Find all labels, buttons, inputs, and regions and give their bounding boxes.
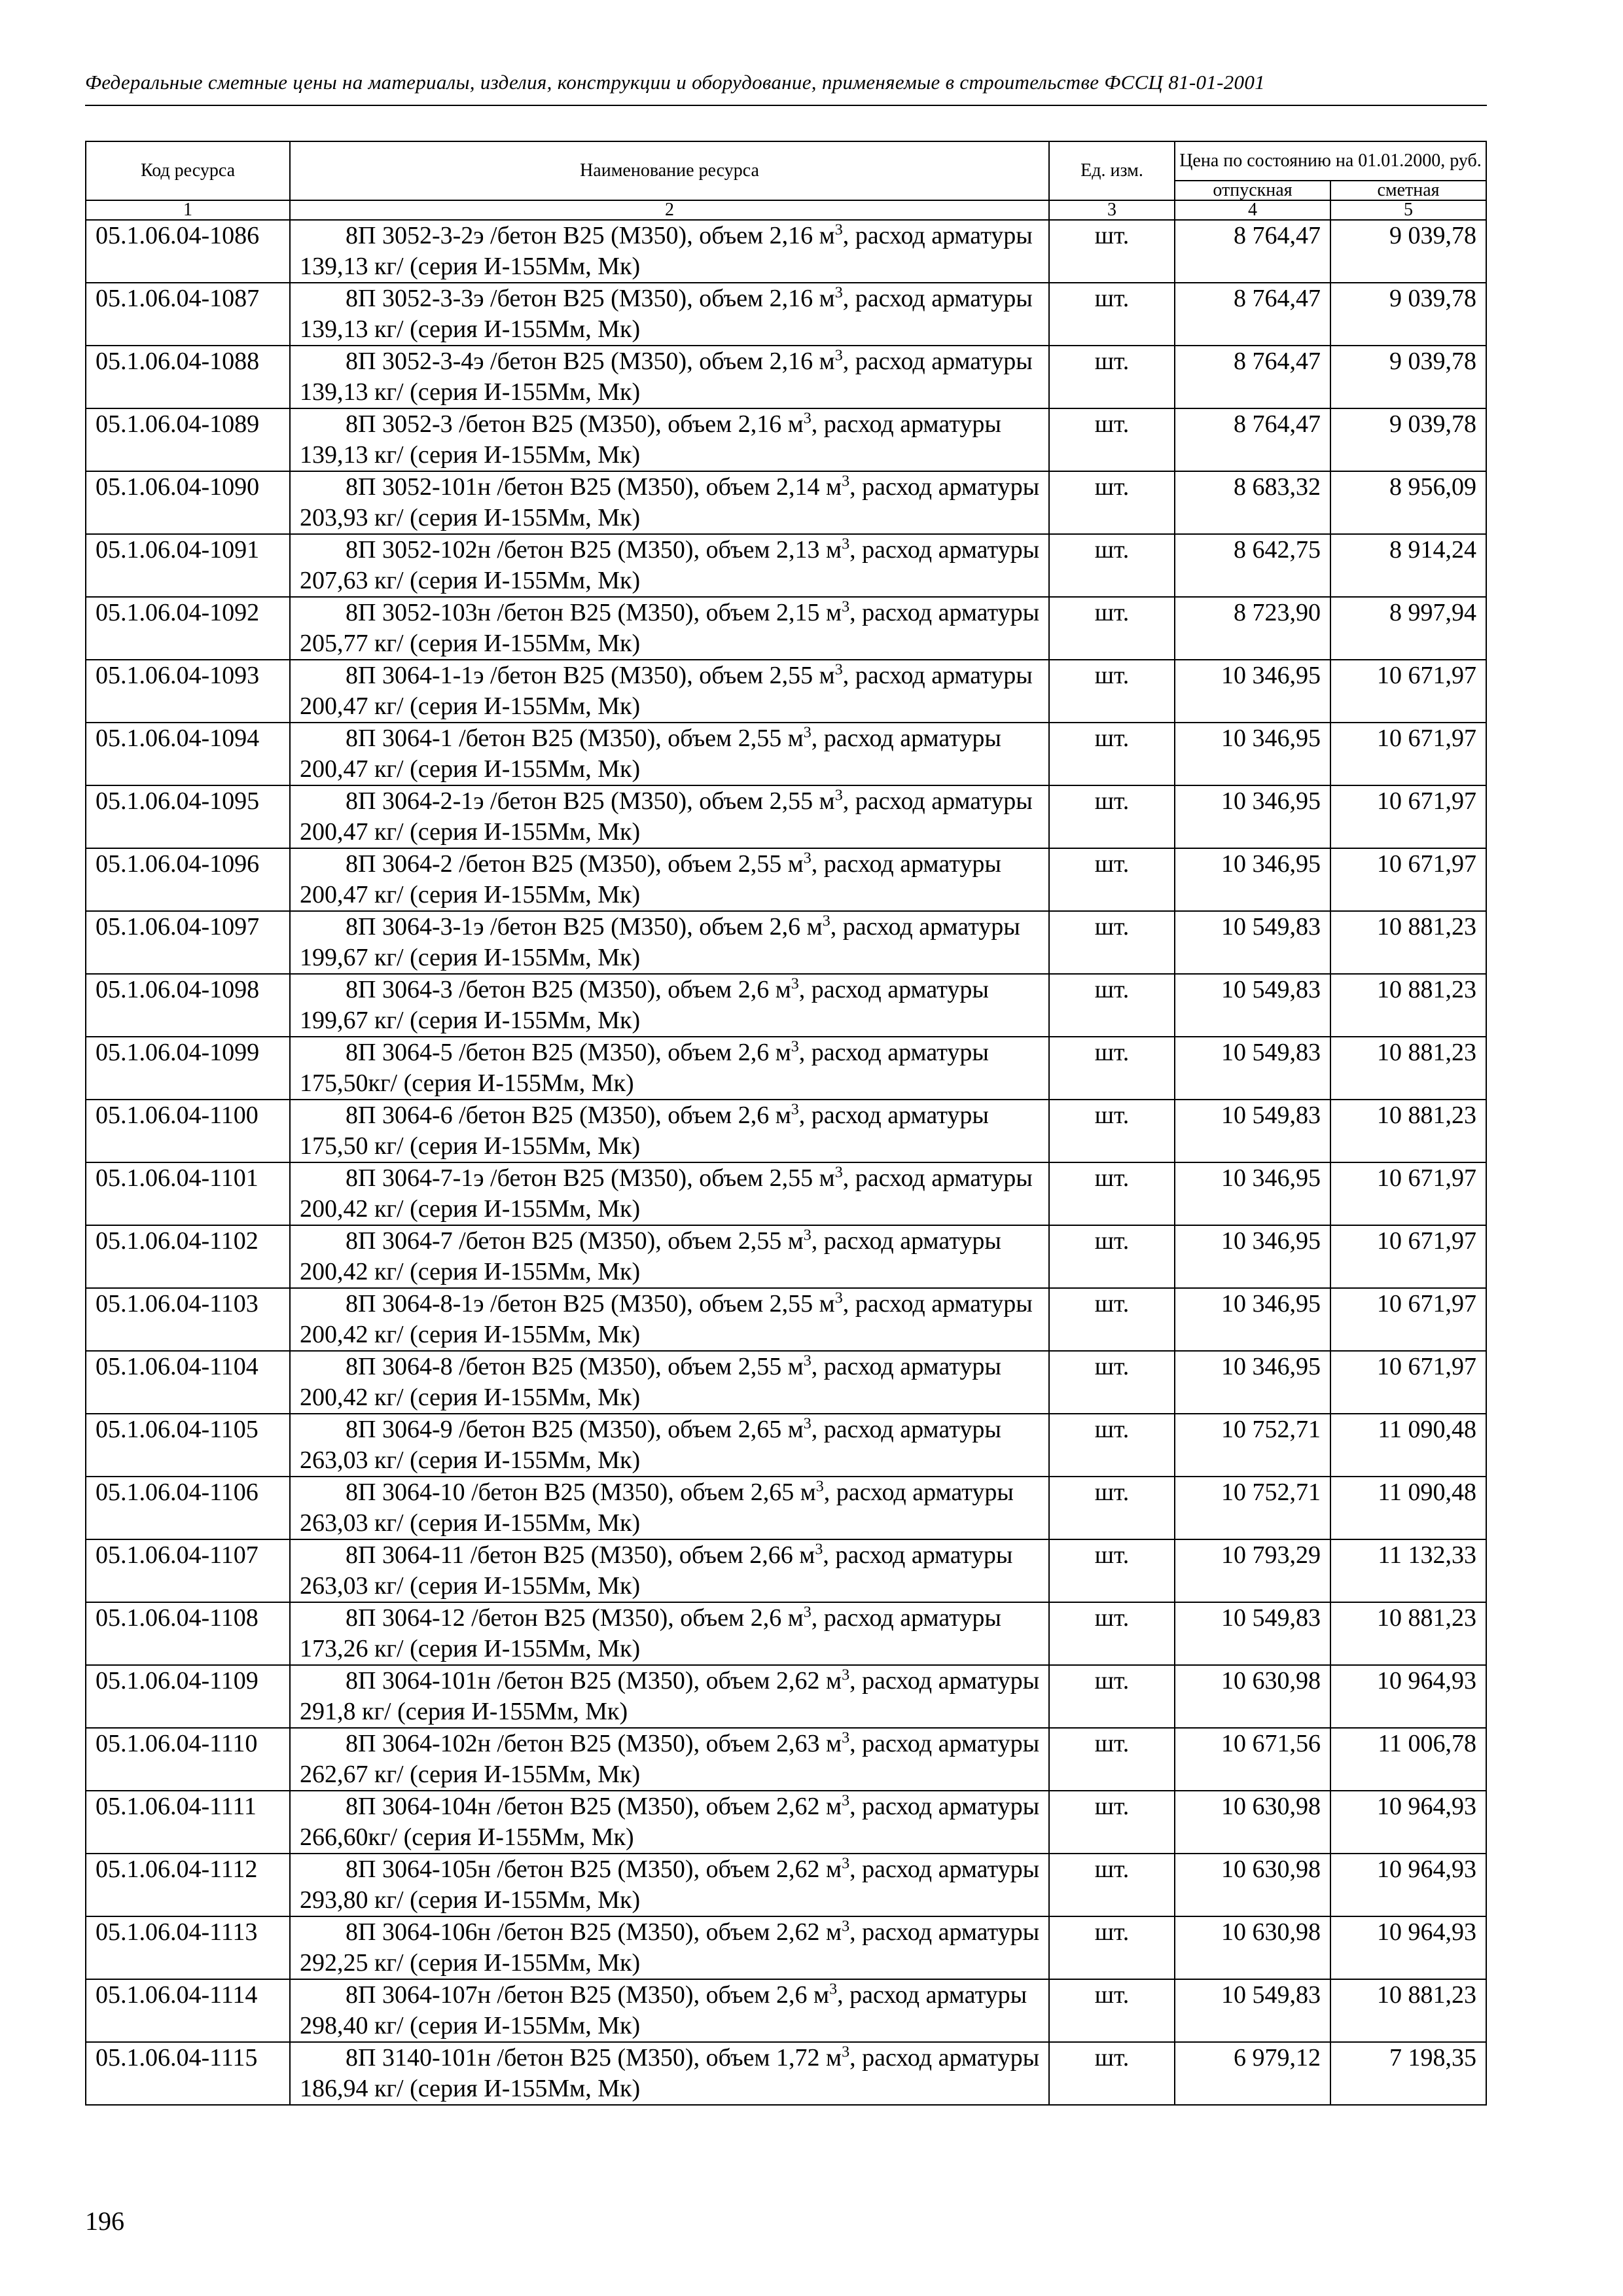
resource-name-tail: , расход арматуры 293,80 кг/ (серия И-155Мм, Мк) (300, 1856, 1040, 1914)
unit: шт. (1049, 1288, 1175, 1351)
resource-name (290, 1477, 1049, 1539)
resource-name (290, 1602, 1049, 1665)
resource-name-main: 8П 3064-12 /бетон В25 (М350), объем 2,6 м (346, 1604, 804, 1632)
resource-name-tail: , расход арматуры 200,42 кг/ (серия И-155Мм, Мк) (300, 1164, 1033, 1223)
unit: шт. (1049, 1854, 1175, 1916)
estimate-price: 10 881,23 (1330, 911, 1486, 974)
page-number: 196 (85, 2206, 124, 2236)
release-price: 8 764,47 (1175, 408, 1330, 471)
release-price: 6 979,12 (1175, 2042, 1330, 2105)
unit: шт. (1049, 1979, 1175, 2042)
estimate-price: 10 881,23 (1330, 1979, 1486, 2042)
unit: шт. (1049, 1351, 1175, 1414)
cubic-superscript: 3 (834, 1289, 843, 1307)
cubic-superscript: 3 (803, 1227, 812, 1244)
estimate-price: 8 997,94 (1330, 597, 1486, 660)
running-header: Федеральные сметные цены на материалы, изделия, конструкции и оборудование, применяемые в строительстве ФССЦ 81-01-2001 (85, 71, 1265, 94)
resource-name-tail: , расход арматуры 200,47 кг/ (серия И-155Мм, Мк) (300, 662, 1033, 720)
resource-code: 05.1.06.04-1110 (86, 1728, 290, 1791)
estimate-price: 10 881,23 (1330, 1037, 1486, 1100)
resource-name-main: 8П 3064-102н /бетон В25 (М350), объем 2,63 м (346, 1730, 842, 1757)
resource-name-tail: , расход арматуры 139,13 кг/ (серия И-155Мм, Мк) (300, 348, 1033, 406)
cubic-superscript: 3 (842, 2043, 850, 2061)
unit: шт. (1049, 220, 1175, 283)
resource-name-tail: , расход арматуры 200,47 кг/ (серия И-155Мм, Мк) (300, 850, 1001, 908)
resource-name-tail: , расход арматуры 263,03 кг/ (серия И-155Мм, Мк) (300, 1541, 1013, 1600)
resource-name-main: 8П 3064-2 /бетон В25 (М350), объем 2,55 м (346, 850, 804, 878)
resource-name-tail: , расход арматуры 200,47 кг/ (серия И-155Мм, Мк) (300, 787, 1033, 846)
resource-name (290, 1791, 1049, 1854)
release-price: 10 346,95 (1175, 1288, 1330, 1351)
unit: шт. (1049, 723, 1175, 785)
unit: шт. (1049, 534, 1175, 597)
cubic-superscript: 3 (834, 347, 843, 365)
resource-name-main: 8П 3064-5 /бетон В25 (М350), объем 2,6 м (346, 1039, 791, 1066)
resource-code: 05.1.06.04-1096 (86, 848, 290, 911)
release-price: 10 346,95 (1175, 1162, 1330, 1225)
resource-name (290, 1979, 1049, 2042)
resource-code: 05.1.06.04-1114 (86, 1979, 290, 2042)
resource-code: 05.1.06.04-1093 (86, 660, 290, 723)
estimate-price: 10 671,97 (1330, 1351, 1486, 1414)
resource-name (290, 2042, 1049, 2105)
price-table (85, 141, 1487, 2106)
unit: шт. (1049, 785, 1175, 848)
resource-name-tail: , расход арматуры 263,03 кг/ (серия И-155Мм, Мк) (300, 1416, 1001, 1474)
release-price: 8 683,32 (1175, 471, 1330, 534)
release-price: 10 549,83 (1175, 974, 1330, 1037)
resource-name-main: 8П 3064-1-1э /бетон В25 (М350), объем 2,55 м (346, 662, 835, 689)
estimate-price: 11 090,48 (1330, 1414, 1486, 1477)
release-price: 10 549,83 (1175, 1602, 1330, 1665)
resource-code: 05.1.06.04-1091 (86, 534, 290, 597)
resource-name (290, 723, 1049, 785)
resource-name-tail: , расход арматуры 199,67 кг/ (серия И-155Мм, Мк) (300, 913, 1020, 971)
release-price: 8 764,47 (1175, 346, 1330, 408)
resource-name-main: 8П 3064-11 /бетон В25 (М350), объем 2,66 м (346, 1541, 815, 1569)
table-row (86, 1791, 1486, 1854)
resource-name-main: 8П 3052-3-3э /бетон В25 (М350), объем 2,16 м (346, 285, 835, 312)
table-row (86, 408, 1486, 471)
estimate-price: 10 671,97 (1330, 1162, 1486, 1225)
resource-code: 05.1.06.04-1108 (86, 1602, 290, 1665)
resource-name-tail: , расход арматуры 200,42 кг/ (серия И-155Мм, Мк) (300, 1290, 1033, 1348)
unit: шт. (1049, 408, 1175, 471)
resource-code: 05.1.06.04-1094 (86, 723, 290, 785)
resource-name (290, 1665, 1049, 1728)
estimate-price: 10 964,93 (1330, 1916, 1486, 1979)
resource-name-tail: , расход арматуры 291,8 кг/ (серия И-155Мм, Мк) (300, 1667, 1040, 1725)
resource-code: 05.1.06.04-1097 (86, 911, 290, 974)
resource-code: 05.1.06.04-1088 (86, 346, 290, 408)
column-header-release: отпускная (1175, 181, 1330, 200)
unit: шт. (1049, 848, 1175, 911)
table-row (86, 1037, 1486, 1100)
release-price: 10 346,95 (1175, 723, 1330, 785)
cubic-superscript: 3 (803, 1415, 812, 1433)
unit: шт. (1049, 1225, 1175, 1288)
unit: шт. (1049, 974, 1175, 1037)
table-row (86, 597, 1486, 660)
unit: шт. (1049, 911, 1175, 974)
resource-name-main: 8П 3052-3-4э /бетон В25 (М350), объем 2,16 м (346, 348, 835, 375)
cubic-superscript: 3 (834, 661, 843, 679)
release-price: 8 764,47 (1175, 283, 1330, 346)
unit: шт. (1049, 1728, 1175, 1791)
table-row (86, 1916, 1486, 1979)
table-row (86, 1665, 1486, 1728)
resource-name-main: 8П 3064-1 /бетон В25 (М350), объем 2,55 м (346, 725, 804, 752)
unit: шт. (1049, 660, 1175, 723)
resource-name-tail: , расход арматуры 200,42 кг/ (серия И-155Мм, Мк) (300, 1353, 1001, 1411)
resource-name-main: 8П 3064-105н /бетон В25 (М350), объем 2,62 м (346, 1856, 842, 1883)
estimate-price: 11 090,48 (1330, 1477, 1486, 1539)
resource-code: 05.1.06.04-1092 (86, 597, 290, 660)
unit: шт. (1049, 1037, 1175, 1100)
cubic-superscript: 3 (842, 1855, 850, 1873)
release-price: 10 549,83 (1175, 1037, 1330, 1100)
cubic-superscript: 3 (842, 1729, 850, 1747)
resource-code: 05.1.06.04-1095 (86, 785, 290, 848)
table-row (86, 660, 1486, 723)
resource-code: 05.1.06.04-1109 (86, 1665, 290, 1728)
resource-name (290, 471, 1049, 534)
column-number: 1 (86, 200, 290, 220)
resource-name-main: 8П 3064-106н /бетон В25 (М350), объем 2,62 м (346, 1918, 842, 1946)
table-row (86, 1100, 1486, 1162)
resource-name (290, 1225, 1049, 1288)
resource-name-main: 8П 3064-8-1э /бетон В25 (М350), объем 2,55 м (346, 1290, 835, 1318)
resource-name-main: 8П 3064-107н /бетон В25 (М350), объем 2,6 м (346, 1981, 830, 2009)
resource-name-tail: , расход арматуры 186,94 кг/ (серия И-155Мм, Мк) (300, 2044, 1040, 2102)
estimate-price: 10 671,97 (1330, 848, 1486, 911)
unit: шт. (1049, 1539, 1175, 1602)
estimate-price: 10 881,23 (1330, 1100, 1486, 1162)
release-price: 8 723,90 (1175, 597, 1330, 660)
table-row (86, 1351, 1486, 1414)
unit: шт. (1049, 471, 1175, 534)
table-row (86, 1854, 1486, 1916)
estimate-price: 10 964,93 (1330, 1791, 1486, 1854)
resource-name-main: 8П 3064-9 /бетон В25 (М350), объем 2,65 м (346, 1416, 804, 1443)
table-row (86, 974, 1486, 1037)
unit: шт. (1049, 283, 1175, 346)
resource-name (290, 1916, 1049, 1979)
cubic-superscript: 3 (803, 1604, 812, 1621)
resource-name-main: 8П 3064-104н /бетон В25 (М350), объем 2,62 м (346, 1793, 842, 1820)
estimate-price: 11 132,33 (1330, 1539, 1486, 1602)
resource-name-main: 8П 3064-2-1э /бетон В25 (М350), объем 2,55 м (346, 787, 835, 815)
resource-name-main: 8П 3064-7 /бетон В25 (М350), объем 2,55 м (346, 1227, 804, 1255)
header-rule (85, 105, 1487, 106)
table-row (86, 911, 1486, 974)
resource-code: 05.1.06.04-1103 (86, 1288, 290, 1351)
resource-name-main: 8П 3064-6 /бетон В25 (М350), объем 2,6 м (346, 1102, 791, 1129)
resource-name (290, 1288, 1049, 1351)
resource-name-main: 8П 3064-7-1э /бетон В25 (М350), объем 2,55 м (346, 1164, 835, 1192)
resource-name-tail: , расход арматуры 200,47 кг/ (серия И-155Мм, Мк) (300, 725, 1001, 783)
cubic-superscript: 3 (834, 1164, 843, 1181)
release-price: 10 549,83 (1175, 1979, 1330, 2042)
unit: шт. (1049, 1665, 1175, 1728)
table-row (86, 1414, 1486, 1477)
table-row (86, 1288, 1486, 1351)
resource-name-tail: , расход арматуры 266,60кг/ (серия И-155Мм, Мк) (300, 1793, 1040, 1851)
table-row (86, 1728, 1486, 1791)
resource-code: 05.1.06.04-1086 (86, 220, 290, 283)
resource-code: 05.1.06.04-1089 (86, 408, 290, 471)
resource-name (290, 785, 1049, 848)
resource-name-tail: , расход арматуры 203,93 кг/ (серия И-155Мм, Мк) (300, 473, 1040, 531)
estimate-price: 11 006,78 (1330, 1728, 1486, 1791)
table-row (86, 848, 1486, 911)
cubic-superscript: 3 (829, 1981, 838, 1998)
release-price: 10 346,95 (1175, 785, 1330, 848)
cubic-superscript: 3 (815, 1541, 823, 1558)
resource-code: 05.1.06.04-1113 (86, 1916, 290, 1979)
table-row (86, 1539, 1486, 1602)
resource-name (290, 408, 1049, 471)
release-price: 10 549,83 (1175, 1100, 1330, 1162)
table-body (86, 220, 1486, 2105)
table-row (86, 534, 1486, 597)
release-price: 10 346,95 (1175, 1225, 1330, 1288)
column-header-code: Код ресурса (86, 141, 290, 200)
resource-name-main: 8П 3140-101н /бетон В25 (М350), объем 1,72 м (346, 2044, 842, 2072)
cubic-superscript: 3 (803, 1352, 812, 1370)
resource-name (290, 346, 1049, 408)
resource-code: 05.1.06.04-1101 (86, 1162, 290, 1225)
resource-name-main: 8П 3052-101н /бетон В25 (М350), объем 2,14 м (346, 473, 842, 501)
resource-name (290, 1539, 1049, 1602)
resource-name-tail: , расход арматуры 199,67 кг/ (серия И-155Мм, Мк) (300, 976, 989, 1034)
resource-name-tail: , расход арматуры 175,50 кг/ (серия И-155Мм, Мк) (300, 1102, 989, 1160)
cubic-superscript: 3 (842, 473, 850, 490)
cubic-superscript: 3 (791, 1038, 799, 1056)
resource-code: 05.1.06.04-1099 (86, 1037, 290, 1100)
resource-name-tail: , расход арматуры 139,13 кг/ (серия И-155Мм, Мк) (300, 222, 1033, 280)
resource-name (290, 974, 1049, 1037)
table-row (86, 471, 1486, 534)
unit: шт. (1049, 346, 1175, 408)
column-number: 5 (1330, 200, 1486, 220)
resource-name (290, 1037, 1049, 1100)
unit: шт. (1049, 1791, 1175, 1854)
estimate-price: 10 671,97 (1330, 1225, 1486, 1288)
column-header-unit: Ед. изм. (1049, 141, 1175, 200)
unit: шт. (1049, 597, 1175, 660)
estimate-price: 10 881,23 (1330, 1602, 1486, 1665)
estimate-price: 7 198,35 (1330, 2042, 1486, 2105)
resource-code: 05.1.06.04-1107 (86, 1539, 290, 1602)
resource-name (290, 220, 1049, 283)
resource-name (290, 1854, 1049, 1916)
table-row (86, 723, 1486, 785)
table-row (86, 283, 1486, 346)
release-price: 10 630,98 (1175, 1791, 1330, 1854)
resource-name-tail: , расход арматуры 205,77 кг/ (серия И-155Мм, Мк) (300, 599, 1040, 657)
resource-code: 05.1.06.04-1087 (86, 283, 290, 346)
release-price: 10 630,98 (1175, 1854, 1330, 1916)
table-row (86, 1602, 1486, 1665)
unit: шт. (1049, 1602, 1175, 1665)
release-price: 10 630,98 (1175, 1916, 1330, 1979)
resource-name-main: 8П 3064-101н /бетон В25 (М350), объем 2,62 м (346, 1667, 842, 1695)
estimate-price: 10 671,97 (1330, 785, 1486, 848)
resource-name (290, 1351, 1049, 1414)
cubic-superscript: 3 (815, 1478, 824, 1496)
resource-name-main: 8П 3064-8 /бетон В25 (М350), объем 2,55 м (346, 1353, 804, 1380)
unit: шт. (1049, 2042, 1175, 2105)
cubic-superscript: 3 (834, 221, 843, 239)
resource-name-tail: , расход арматуры 263,03 кг/ (серия И-155Мм, Мк) (300, 1479, 1014, 1537)
resource-name (290, 660, 1049, 723)
estimate-price: 9 039,78 (1330, 346, 1486, 408)
resource-name (290, 848, 1049, 911)
resource-name-tail: , расход арматуры 200,42 кг/ (серия И-155Мм, Мк) (300, 1227, 1001, 1285)
cubic-superscript: 3 (834, 787, 843, 804)
resource-name-tail: , расход арматуры 175,50кг/ (серия И-155Мм, Мк) (300, 1039, 989, 1097)
resource-name (290, 1162, 1049, 1225)
release-price: 10 793,29 (1175, 1539, 1330, 1602)
estimate-price: 9 039,78 (1330, 283, 1486, 346)
column-number: 3 (1049, 200, 1175, 220)
resource-code: 05.1.06.04-1098 (86, 974, 290, 1037)
cubic-superscript: 3 (791, 1101, 799, 1119)
resource-code: 05.1.06.04-1111 (86, 1791, 290, 1854)
cubic-superscript: 3 (803, 410, 812, 427)
estimate-price: 10 964,93 (1330, 1665, 1486, 1728)
estimate-price: 8 914,24 (1330, 534, 1486, 597)
release-price: 10 752,71 (1175, 1477, 1330, 1539)
resource-name (290, 911, 1049, 974)
column-header-name: Наименование ресурса (290, 141, 1049, 200)
resource-code: 05.1.06.04-1102 (86, 1225, 290, 1288)
resource-name-tail: , расход арматуры 173,26 кг/ (серия И-155Мм, Мк) (300, 1604, 1001, 1662)
estimate-price: 9 039,78 (1330, 220, 1486, 283)
release-price: 10 752,71 (1175, 1414, 1330, 1477)
resource-name-tail: , расход арматуры 298,40 кг/ (серия И-155Мм, Мк) (300, 1981, 1027, 2039)
cubic-superscript: 3 (803, 724, 812, 742)
estimate-price: 9 039,78 (1330, 408, 1486, 471)
unit: шт. (1049, 1100, 1175, 1162)
unit: шт. (1049, 1414, 1175, 1477)
resource-code: 05.1.06.04-1104 (86, 1351, 290, 1414)
resource-name-main: 8П 3052-3-2э /бетон В25 (М350), объем 2,16 м (346, 222, 835, 249)
release-price: 10 346,95 (1175, 848, 1330, 911)
resource-name-tail: , расход арматуры 139,13 кг/ (серия И-155Мм, Мк) (300, 285, 1033, 343)
resource-name (290, 1100, 1049, 1162)
estimate-price: 8 956,09 (1330, 471, 1486, 534)
table-row (86, 1979, 1486, 2042)
table-row (86, 1225, 1486, 1288)
release-price: 10 630,98 (1175, 1665, 1330, 1728)
release-price: 10 671,56 (1175, 1728, 1330, 1791)
column-header-price-group: Цена по состоянию на 01.01.2000, руб. (1175, 141, 1486, 181)
resource-name-main: 8П 3052-102н /бетон В25 (М350), объем 2,13 м (346, 536, 842, 564)
unit: шт. (1049, 1477, 1175, 1539)
table-row (86, 1477, 1486, 1539)
cubic-superscript: 3 (791, 975, 799, 993)
cubic-superscript: 3 (842, 1918, 850, 1935)
release-price: 8 642,75 (1175, 534, 1330, 597)
resource-code: 05.1.06.04-1112 (86, 1854, 290, 1916)
resource-name-tail: , расход арматуры 292,25 кг/ (серия И-155Мм, Мк) (300, 1918, 1040, 1977)
resource-name-tail: , расход арматуры 207,63 кг/ (серия И-155Мм, Мк) (300, 536, 1040, 594)
column-header-estimate: сметная (1330, 181, 1486, 200)
cubic-superscript: 3 (822, 912, 830, 930)
table-row (86, 220, 1486, 283)
resource-name (290, 534, 1049, 597)
resource-name-tail: , расход арматуры 139,13 кг/ (серия И-155Мм, Мк) (300, 410, 1001, 469)
estimate-price: 10 671,97 (1330, 660, 1486, 723)
cubic-superscript: 3 (842, 535, 850, 553)
estimate-price: 10 881,23 (1330, 974, 1486, 1037)
table-row (86, 1162, 1486, 1225)
cubic-superscript: 3 (842, 598, 850, 616)
estimate-price: 10 671,97 (1330, 723, 1486, 785)
unit: шт. (1049, 1916, 1175, 1979)
resource-name-main: 8П 3064-3-1э /бетон В25 (М350), объем 2,6 м (346, 913, 823, 941)
release-price: 10 549,83 (1175, 911, 1330, 974)
unit: шт. (1049, 1162, 1175, 1225)
cubic-superscript: 3 (834, 284, 843, 302)
release-price: 10 346,95 (1175, 1351, 1330, 1414)
resource-name (290, 597, 1049, 660)
resource-code: 05.1.06.04-1090 (86, 471, 290, 534)
release-price: 10 346,95 (1175, 660, 1330, 723)
table-row (86, 346, 1486, 408)
resource-code: 05.1.06.04-1115 (86, 2042, 290, 2105)
resource-name-main: 8П 3052-3 /бетон В25 (М350), объем 2,16 м (346, 410, 804, 438)
resource-name-main: 8П 3052-103н /бетон В25 (М350), объем 2,15 м (346, 599, 842, 626)
resource-name-tail: , расход арматуры 262,67 кг/ (серия И-155Мм, Мк) (300, 1730, 1040, 1788)
table-row (86, 2042, 1486, 2105)
resource-name-main: 8П 3064-3 /бетон В25 (М350), объем 2,6 м (346, 976, 791, 1003)
resource-code: 05.1.06.04-1105 (86, 1414, 290, 1477)
resource-code: 05.1.06.04-1106 (86, 1477, 290, 1539)
resource-name (290, 1414, 1049, 1477)
table-row (86, 785, 1486, 848)
estimate-price: 10 671,97 (1330, 1288, 1486, 1351)
cubic-superscript: 3 (803, 850, 812, 867)
resource-name-main: 8П 3064-10 /бетон В25 (М350), объем 2,65 м (346, 1479, 816, 1506)
release-price: 8 764,47 (1175, 220, 1330, 283)
resource-name (290, 1728, 1049, 1791)
column-number: 4 (1175, 200, 1330, 220)
resource-name (290, 283, 1049, 346)
cubic-superscript: 3 (842, 1666, 850, 1684)
estimate-price: 10 964,93 (1330, 1854, 1486, 1916)
column-number: 2 (290, 200, 1049, 220)
cubic-superscript: 3 (842, 1792, 850, 1810)
resource-code: 05.1.06.04-1100 (86, 1100, 290, 1162)
